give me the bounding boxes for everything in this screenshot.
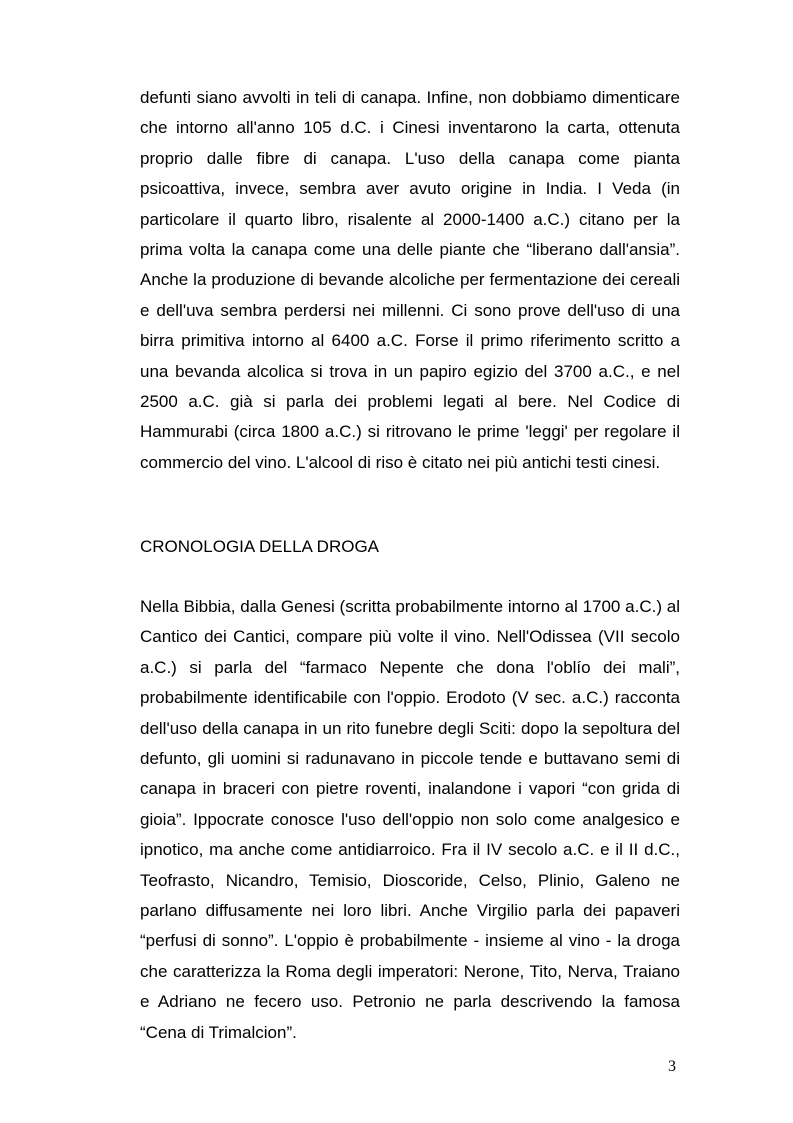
body-paragraph-2: Nella Bibbia, dalla Genesi (scritta probabilmente intorno al 1700 a.C.) al Cantico dei Cantici, compare più volte il vino. Nell'Odissea (VII secolo a.C.) si parla del “farmaco Nepente che dona l'oblío dei mali”, probabilmente identificabile con l'oppio. Erodoto (V sec. a.C.) racconta dell'uso della canapa in un rito funebre degli Sciti: dopo la sepoltura del defunto, gli uomini si radunavano in piccole tende e buttavano semi di canapa in braceri con pietre roventi, inalandone i vapori “con grida di gioia”. Ippocrate conosce l'uso dell'oppio non solo come analgesico e ipnotico, ma anche come antidiarroico. Fra il IV secolo a.C. e il II d.C., Teofrasto, Nicandro, Temisio, Dioscoride, Celso, Plinio, Galeno ne parlano diffusamente nei loro libri. Anche Virgilio parla dei papaveri “perfusi di sonno”. L'oppio è probabilmente - insieme al vino - la droga che caratterizza la Roma degli imperatori: Nerone, Tito, Nerva, Traiano e Adriano ne fecero uso. Petronio ne parla descrivendo la famosa “Cena di Trimalcion”. (140, 597, 680, 1042)
page-number: 3 (668, 1058, 676, 1075)
section-heading: CRONOLOGIA DELLA DROGA (140, 537, 380, 556)
body-paragraph-1: defunti siano avvolti in teli di canapa. Infine, non dobbiamo dimenticare che intorno all'anno 105 d.C. i Cinesi inventarono la carta, ottenuta proprio dalle fibre di canapa. L'uso della canapa come pianta psicoattiva, invece, sembra aver avuto origine in India. I Veda (in particolare il quarto libro, risalente al 2000-1400 a.C.) citano per la prima volta la canapa come una delle piante che “liberano dall'ansia”. Anche la produzione di bevande alcoliche per fermentazione dei cereali e dell'uva sembra perdersi nei millenni. Ci sono prove dell'uso di una birra primitiva intorno al 6400 a.C. Forse il primo riferimento scritto a una bevanda alcolica si trova in un papiro egizio del 3700 a.C., e nel 2500 a.C. già si parla dei problemi legati al bere. Nel Codice di Hammurabi (circa 1800 a.C.) si ritrovano le prime 'leggi' per regolare il commercio del vino. L'alcool di riso è citato nei più antichi testi cinesi. (140, 88, 680, 472)
